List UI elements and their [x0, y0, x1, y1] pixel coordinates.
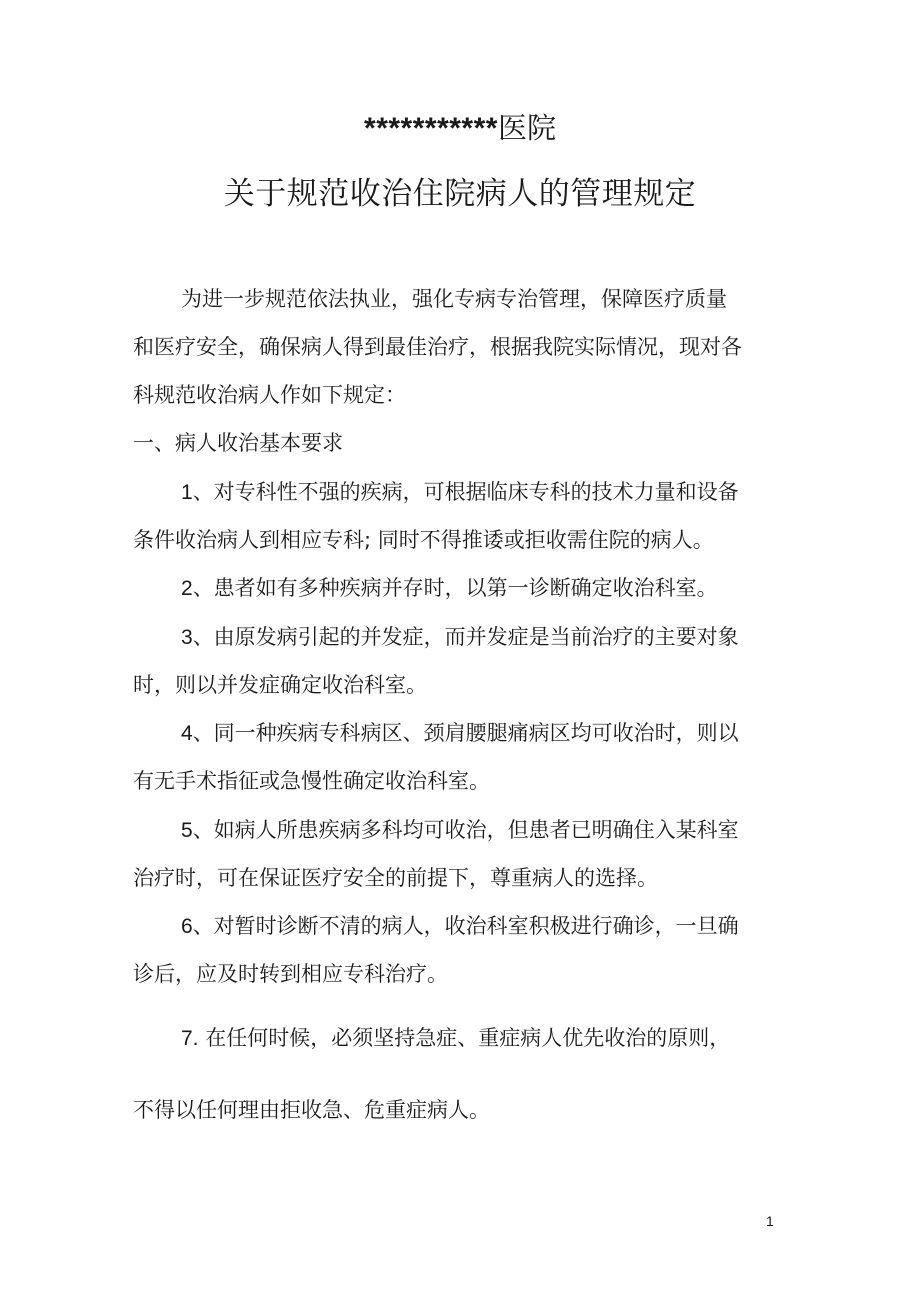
rule-item-3-number: 3	[181, 626, 193, 649]
intro-line-3: 科规范收治病人作如下规定：	[133, 383, 406, 407]
hospital-name-stars: ***********	[364, 112, 498, 145]
rule-item-5-line-2: 治疗时，可在保证医疗安全的前提下，尊重病人的选择。	[133, 866, 658, 890]
rule-item-2-text: 、患者如有多种疾病并存时，以第一诊断确定收治科室。	[192, 576, 718, 600]
rule-item-1-line-2: 条件收治病人到相应专科; 同时不得推诿或拒收需住院的病人。	[133, 528, 714, 552]
rule-item-6-text: 、对暂时诊断不清的病人，收治科室积极进行确诊，一旦确	[192, 914, 739, 938]
rule-item-2-number: 2	[181, 577, 193, 600]
rule-item-1-line-1	[181, 477, 739, 508]
rule-item-7-text: 在任何时候，必须坚持急症、重症病人优先收治的原则，	[198, 1026, 731, 1050]
rule-item-4-text: 、同一种疾病专科病区、颈肩腰腿痛病区均可收治时，则以	[192, 721, 739, 745]
rule-item-7-line-1	[181, 1023, 730, 1054]
intro-line-1: 为进一步规范依法执业，强化专病专治管理，保障医疗质量	[181, 287, 727, 311]
rule-item-7-line-2: 不得以任何理由拒收急、危重症病人。	[133, 1098, 490, 1122]
rule-item-5-line-1	[181, 815, 739, 846]
rule-item-2-line-1	[181, 573, 718, 604]
rule-item-6-line-1	[181, 911, 739, 942]
rule-item-4-line-1	[181, 718, 739, 749]
rule-item-6-line-2: 诊后，应及时转到相应专科治疗。	[133, 962, 448, 986]
section-heading: 一、病人收治基本要求	[133, 431, 343, 455]
rule-item-3-text: 、由原发病引起的并发症，而并发症是当前治疗的主要对象	[192, 625, 739, 649]
intro-line-2: 和医疗安全，确保病人得到最佳治疗，根据我院实际情况，现对各	[133, 335, 742, 359]
rule-item-3-line-2: 时，则以并发症确定收治科室。	[133, 673, 427, 697]
rule-item-6-number: 6	[181, 915, 193, 938]
rule-item-4-number: 4	[181, 722, 193, 745]
rule-item-1-text: 、对专科性不强的疾病，可根据临床专科的技术力量和设备	[192, 480, 739, 504]
hospital-name-suffix: 医院	[497, 111, 556, 145]
rule-item-1-number: 1	[181, 481, 193, 504]
document-subtitle: 关于规范收治住院病人的管理规定	[223, 176, 697, 212]
rule-item-3-line-1	[181, 622, 739, 653]
page-number: 1	[766, 1213, 774, 1229]
rule-item-4-line-2: 有无手术指征或急慢性确定收治科室。	[133, 769, 490, 793]
hospital-name-title	[0, 108, 920, 149]
rule-item-5-text: 、如病人所患疾病多科均可收治，但患者已明确住入某科室	[192, 818, 739, 842]
rule-item-7-number: 7.	[181, 1027, 199, 1050]
rule-item-5-number: 5	[181, 819, 193, 842]
